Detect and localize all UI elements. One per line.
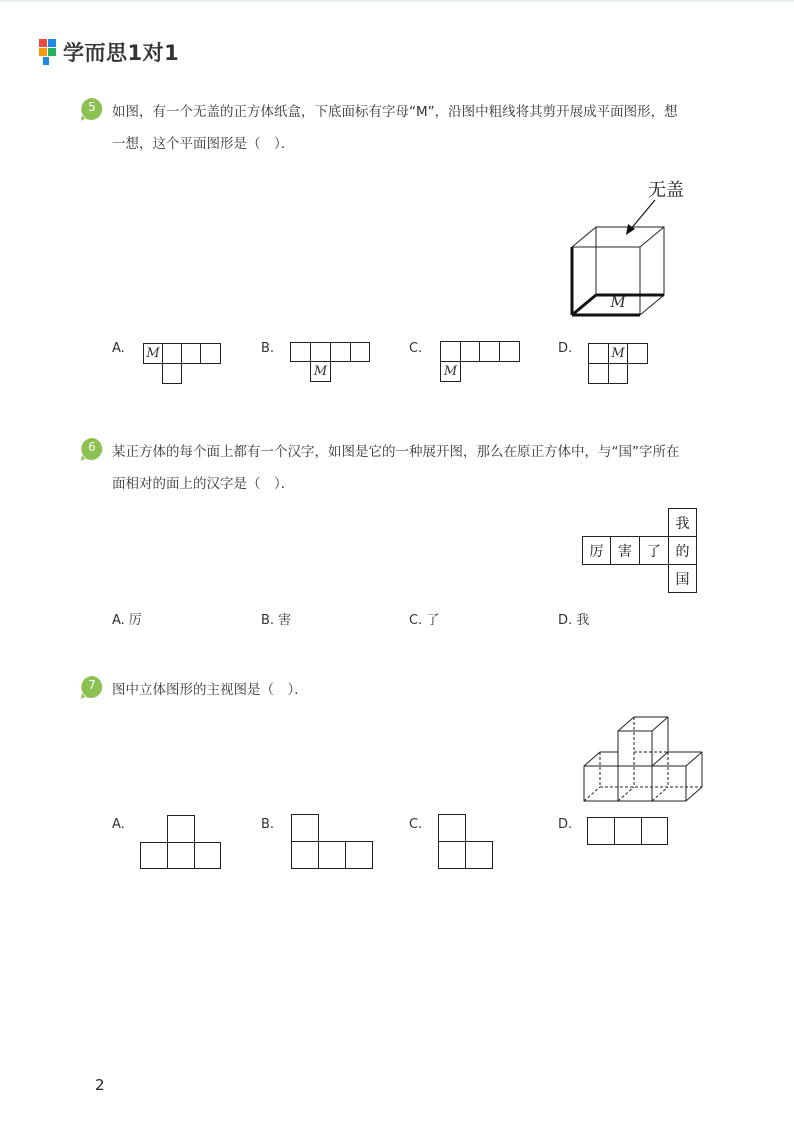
q6-option-c[interactable]: C. 了	[409, 613, 440, 628]
net-char-cell: 的	[668, 536, 697, 565]
q7-option-a-label[interactable]: A.	[112, 817, 125, 832]
cube-bottom-letter: M	[610, 293, 626, 311]
view-cell	[140, 842, 168, 869]
view-cell	[291, 841, 319, 869]
net-cell	[162, 343, 182, 364]
q7-option-c-label[interactable]: C.	[409, 817, 423, 832]
view-cell	[438, 814, 466, 842]
net-cell	[440, 341, 461, 362]
brand-logo	[37, 36, 179, 68]
question-6-badge: 6	[80, 437, 106, 463]
net-cell	[608, 363, 628, 384]
brand-logo-icon	[37, 37, 59, 67]
q6-option-a[interactable]: A. 厉	[112, 613, 142, 628]
net-cell	[290, 342, 311, 362]
stacked-cubes-figure	[580, 712, 706, 806]
net-cell	[479, 341, 500, 362]
view-cell	[167, 815, 195, 843]
net-cell-m: M	[440, 361, 461, 382]
page-number: 2	[95, 1076, 105, 1094]
q6-option-b[interactable]: B. 害	[261, 613, 292, 628]
net-char-cell: 国	[668, 564, 697, 593]
view-cell	[438, 841, 466, 869]
view-cell	[318, 841, 346, 869]
brand-name: 学而思1对1	[63, 41, 180, 65]
net-cell	[627, 343, 648, 364]
view-cell	[641, 817, 668, 845]
question-5-line-2: 一想，这个平面图形是（ ）．	[112, 136, 295, 152]
view-cell	[587, 817, 615, 845]
question-6-line-1: 某正方体的每个面上都有一个汉字，如图是它的一种展开图，那么在原正方体中，与“国”字所在	[112, 444, 680, 460]
net-cell	[330, 342, 351, 362]
net-char-cell: 厉	[582, 536, 611, 565]
q7-option-d-label[interactable]: D.	[558, 817, 573, 832]
net-cell-m: M	[608, 343, 628, 364]
view-cell	[614, 817, 642, 845]
view-cell	[167, 842, 195, 869]
net-cell	[310, 342, 331, 362]
view-cell	[465, 841, 493, 869]
question-5-badge: 5	[80, 97, 106, 123]
q5-option-a-label[interactable]: A.	[112, 341, 125, 356]
top-border	[0, 0, 794, 2]
q5-option-b-label[interactable]: B.	[261, 341, 275, 356]
view-cell	[291, 814, 319, 842]
net-cell	[162, 363, 182, 384]
q5-option-d-label[interactable]: D.	[558, 341, 573, 356]
question-5-line-1: 如图，有一个无盖的正方体纸盒，下底面标有字母“M”，沿图中粗线将其剪开展成平面图形，想	[112, 104, 678, 120]
view-cell	[194, 842, 221, 869]
net-cell-m: M	[310, 361, 331, 382]
net-cell	[200, 343, 221, 364]
net-cell-m: M	[143, 343, 163, 364]
question-7-badge: 7	[80, 675, 106, 701]
net-char-cell: 我	[668, 508, 697, 537]
question-6-line-2: 面相对的面上的汉字是（ ）．	[112, 476, 295, 492]
net-cell	[588, 343, 609, 364]
net-char-cell: 害	[610, 536, 640, 565]
net-cell	[181, 343, 201, 364]
net-cell	[350, 342, 370, 362]
view-cell	[345, 841, 373, 869]
question-7-line-1: 图中立体图形的主视图是（ ）．	[112, 682, 308, 698]
no-lid-label: 无盖	[648, 180, 684, 201]
q5-option-c-label[interactable]: C.	[409, 341, 423, 356]
q7-option-b-label[interactable]: B.	[261, 817, 275, 832]
net-cell	[460, 341, 480, 362]
net-cell	[588, 363, 609, 384]
net-char-cell: 了	[639, 536, 669, 565]
net-cell	[499, 341, 520, 362]
q6-option-d[interactable]: D. 我	[558, 613, 590, 628]
